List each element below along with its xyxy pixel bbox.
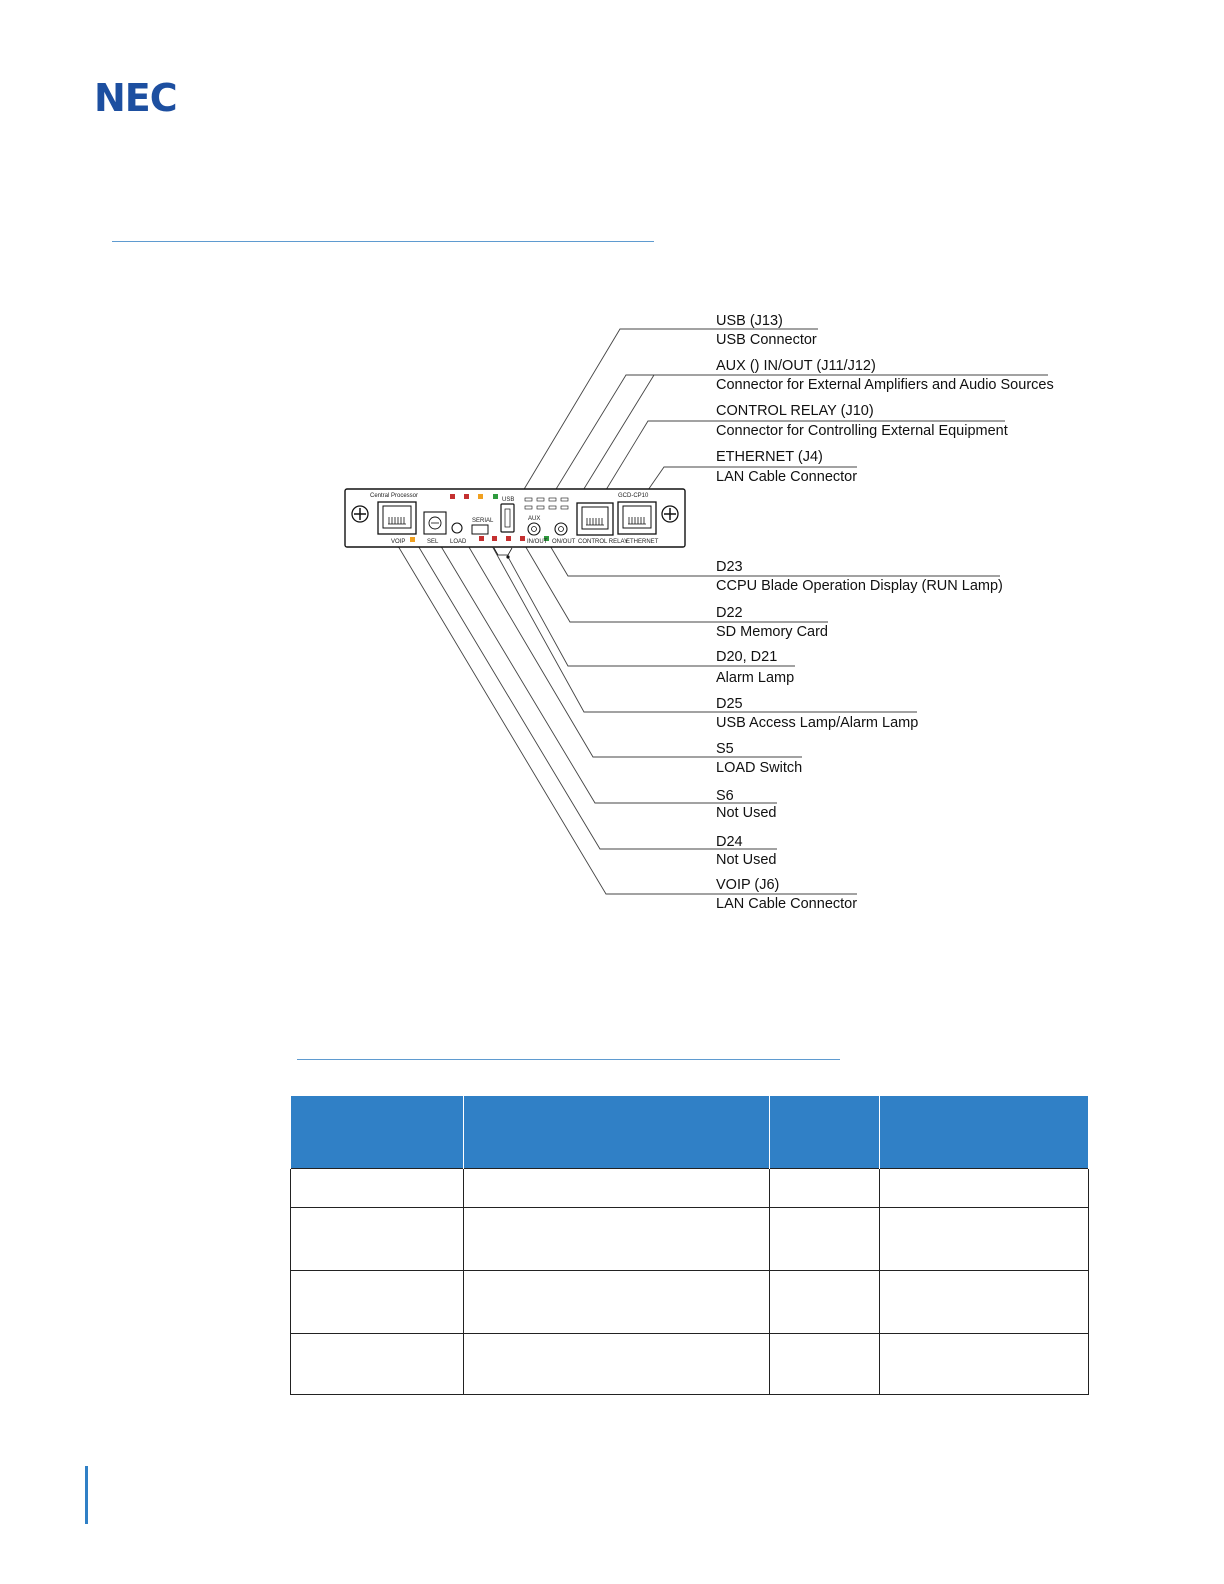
callout-desc-control-relay: Connector for Controlling External Equipment bbox=[716, 423, 1008, 439]
callout-title-d22: D22 bbox=[716, 605, 743, 621]
load-label: LOAD bbox=[450, 539, 467, 545]
serial-label: SERIAL bbox=[472, 518, 494, 524]
usb-label: USB bbox=[502, 497, 515, 503]
load-switch-icon bbox=[452, 523, 462, 533]
callout-desc-voip: LAN Cable Connector bbox=[716, 896, 858, 912]
callout-title-d23: D23 bbox=[716, 559, 743, 575]
table-cell bbox=[291, 1208, 464, 1271]
callout-title-d25: D25 bbox=[716, 696, 743, 712]
callout-title-s6: S6 bbox=[716, 788, 734, 804]
table-cell bbox=[464, 1271, 770, 1334]
aux-out-jack-icon bbox=[555, 523, 567, 535]
table-cell bbox=[464, 1208, 770, 1271]
callout-desc-d20-d21: Alarm Lamp bbox=[716, 670, 795, 686]
table-cell bbox=[880, 1169, 1089, 1208]
table-cell bbox=[880, 1271, 1089, 1334]
table-cell bbox=[291, 1169, 464, 1208]
panel-title: Central Processor bbox=[370, 493, 419, 499]
callout-title-s5: S5 bbox=[716, 741, 734, 757]
sel-label: SEL bbox=[427, 539, 439, 545]
callout-desc-s6: Not Used bbox=[716, 805, 777, 821]
callout-desc-d22: SD Memory Card bbox=[716, 624, 828, 640]
callout-desc-d25: USB Access Lamp/Alarm Lamp bbox=[716, 715, 919, 731]
in-out-label: IN/OUT bbox=[527, 539, 548, 545]
section-rule-table bbox=[297, 1059, 840, 1060]
table-cell bbox=[770, 1334, 880, 1395]
sel-switch-icon bbox=[424, 512, 446, 534]
callout-desc-ethernet: LAN Cable Connector bbox=[716, 469, 858, 485]
led-top-4 bbox=[493, 494, 498, 499]
callout-desc-usb: USB Connector bbox=[716, 332, 817, 348]
voip-port-icon bbox=[378, 502, 416, 534]
control-relay-port-icon bbox=[577, 503, 613, 535]
screw-right-icon bbox=[662, 506, 678, 522]
on-out-label: ON/OUT bbox=[552, 539, 576, 545]
leader-line bbox=[491, 544, 917, 712]
callout-desc-d24: Not Used bbox=[716, 852, 777, 868]
screw-left-icon bbox=[352, 506, 368, 522]
led-top-1 bbox=[450, 494, 455, 499]
page-side-bar bbox=[85, 1466, 88, 1524]
led-top-3 bbox=[478, 494, 483, 499]
voip-label: VOIP bbox=[391, 539, 406, 545]
callout-labels bbox=[716, 313, 1054, 912]
table-header-cell bbox=[880, 1096, 1089, 1169]
panel-model: GCD-CP10 bbox=[618, 493, 649, 499]
table-cell bbox=[880, 1334, 1089, 1395]
table-header-cell bbox=[464, 1096, 770, 1169]
callout-title-control-relay: CONTROL RELAY (J10) bbox=[716, 403, 874, 419]
table-row bbox=[291, 1334, 1089, 1395]
callout-desc-s5: LOAD Switch bbox=[716, 760, 803, 776]
aux-in-jack-icon bbox=[528, 523, 540, 535]
table-cell bbox=[880, 1208, 1089, 1271]
table-header-cell bbox=[291, 1096, 464, 1169]
leader-arrowhead bbox=[506, 555, 509, 558]
led-bottom-3 bbox=[506, 536, 511, 541]
callout-desc-aux: Connector for External Amplifiers and Audio Sources bbox=[716, 377, 1054, 393]
table-header-row bbox=[291, 1096, 1089, 1169]
ethernet-label: ETHERNET bbox=[626, 539, 659, 545]
table-row bbox=[291, 1271, 1089, 1334]
led-bottom-1 bbox=[479, 536, 484, 541]
callout-title-voip: VOIP (J6) bbox=[716, 877, 780, 893]
control-relay-label: CONTROL RELAY bbox=[578, 539, 629, 545]
callout-title-aux: AUX () IN/OUT (J11/J12) bbox=[716, 358, 876, 374]
callout-title-d20-d21: D20, D21 bbox=[716, 649, 778, 665]
table-cell bbox=[291, 1334, 464, 1395]
callout-title-ethernet: ETHERNET (J4) bbox=[716, 449, 823, 465]
callout-title-usb: USB (J13) bbox=[716, 313, 783, 329]
data-table bbox=[290, 1096, 1089, 1395]
nec-logo: NEC bbox=[94, 76, 177, 120]
table-cell bbox=[770, 1271, 880, 1334]
table-row bbox=[291, 1208, 1089, 1271]
table-cell bbox=[291, 1271, 464, 1334]
led-bottom-4 bbox=[520, 536, 525, 541]
table-cell bbox=[770, 1169, 880, 1208]
table-cell bbox=[464, 1169, 770, 1208]
callout-title-d24: D24 bbox=[716, 834, 743, 850]
table-header-cell bbox=[770, 1096, 880, 1169]
d24-led bbox=[410, 537, 415, 542]
led-top-2 bbox=[464, 494, 469, 499]
serial-port-icon bbox=[472, 525, 488, 534]
callout-desc-d23: CCPU Blade Operation Display (RUN Lamp) bbox=[716, 578, 1003, 594]
led-bottom-2 bbox=[492, 536, 497, 541]
table-cell bbox=[770, 1208, 880, 1271]
panel-faceplate bbox=[345, 489, 685, 555]
aux-label: AUX bbox=[528, 516, 541, 522]
leader-line bbox=[549, 544, 1000, 576]
table-row bbox=[291, 1169, 1089, 1208]
table-cell bbox=[464, 1334, 770, 1395]
ethernet-port-icon bbox=[618, 502, 656, 534]
